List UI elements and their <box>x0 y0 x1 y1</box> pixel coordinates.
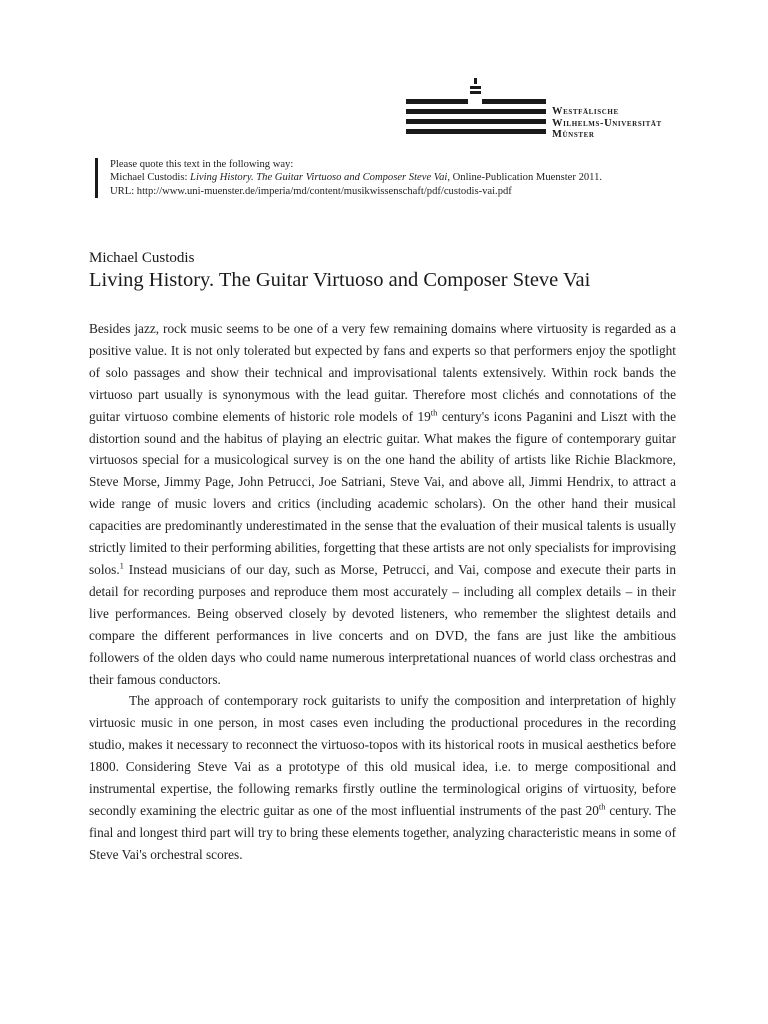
citation-note <box>95 158 710 198</box>
superscript: th <box>598 801 606 812</box>
university-emblem-icon <box>406 78 546 142</box>
paragraph-1: Besides jazz, rock music seems to be one of a very few remaining domains where virtuosity is regarded as a positive value. It is not only tolerated but expected by fans and experts so that performers enjoy the spotlight of solo passages and show their technical and improvisational talents extensively. Within rock bands the virtuoso part usually is synonymous with the lead guitar. Therefore most clichés and connotations of the guitar virtuoso combine elements of historic role models of 19th century's icons Paganini and Liszt with the distortion sound and the habitus of playing an electric guitar. What makes the figure of contemporary guitar virtuosos special for a musicological survey is on the one hand the ability of artists like Richie Blackmore, Steve Morse, Jimmy Page, John Petrucci, Joe Satriani, Steve Vai, and above all, Jimmi Hendrix, to attract a wide range of music lovers and critics (including academic scholars). On the other hand their musical capacities are predominantly underestimated in the sense that the evaluation of their musical talents is usually strictly limited to their performing abilities, forgetting that these artists are not only specialists for improvising solos.$^1$ Instead musicians of our day, such as Morse, Petrucci, and Vai, compose and execute their parts in detail for recording purposes and reproduce them most accurately – including all complex details – in their live performances. Being observed closely by devoted listeners, who remember the slightest details and compare the different performances in live concerts and on DVD, the fans are just like the ambitious followers of the olden days who could name numerous interpretational nuances of world class orchestras and their famous conductors. <box>89 321 677 687</box>
citation-url[interactable]: URL: http://www.uni-muenster.de/imperia/md/content/musikwissenschaft/pdf/custodis-vai.pdf <box>110 185 512 197</box>
university-name <box>552 106 662 141</box>
citation-author: Michael Custodis: <box>110 172 191 184</box>
university-name-line2: Wilhelms-Universität <box>552 117 662 129</box>
document-title: Living History. The Guitar Virtuoso and Composer Steve Vai <box>89 269 591 291</box>
paragraph-2: The approach of contemporary rock guitarists to unify the composition and interpretation of highly virtuosic music in one person, in most cases even including the productional procedures in the recording studio, makes it necessary to reconnect the virtuoso-topos with its historical roots in musical aesthetics before 1800. Considering Steve Vai as a prototype of this old musical idea, i.e. to merge compositional and instrumental expertise, the following remarks firstly outline the terminological origins of virtuosity, before secondly examining the electric guitar as one of the most influential instruments of the past 20th century. The final and longest third part will try to bring these elements together, analyzing characteristic means in some of Steve Vai's orchestral scores. <box>89 693 677 862</box>
author-name: Michael Custodis <box>89 250 195 266</box>
university-name-line3: Münster <box>552 129 595 140</box>
university-name-line1: Westfälische <box>552 106 619 117</box>
citation-reference <box>110 171 710 184</box>
footnote-ref[interactable]: 1 <box>119 560 124 571</box>
citation-title: Living History. The Guitar Virtuoso and Composer Steve Vai <box>190 172 448 184</box>
body-text <box>89 318 676 866</box>
citation-intro: Please quote this text in the following way: <box>110 159 294 170</box>
citation-publication: , Online-Publication Muenster 2011. <box>447 172 603 184</box>
university-logo <box>406 78 696 148</box>
superscript: th <box>430 407 438 418</box>
